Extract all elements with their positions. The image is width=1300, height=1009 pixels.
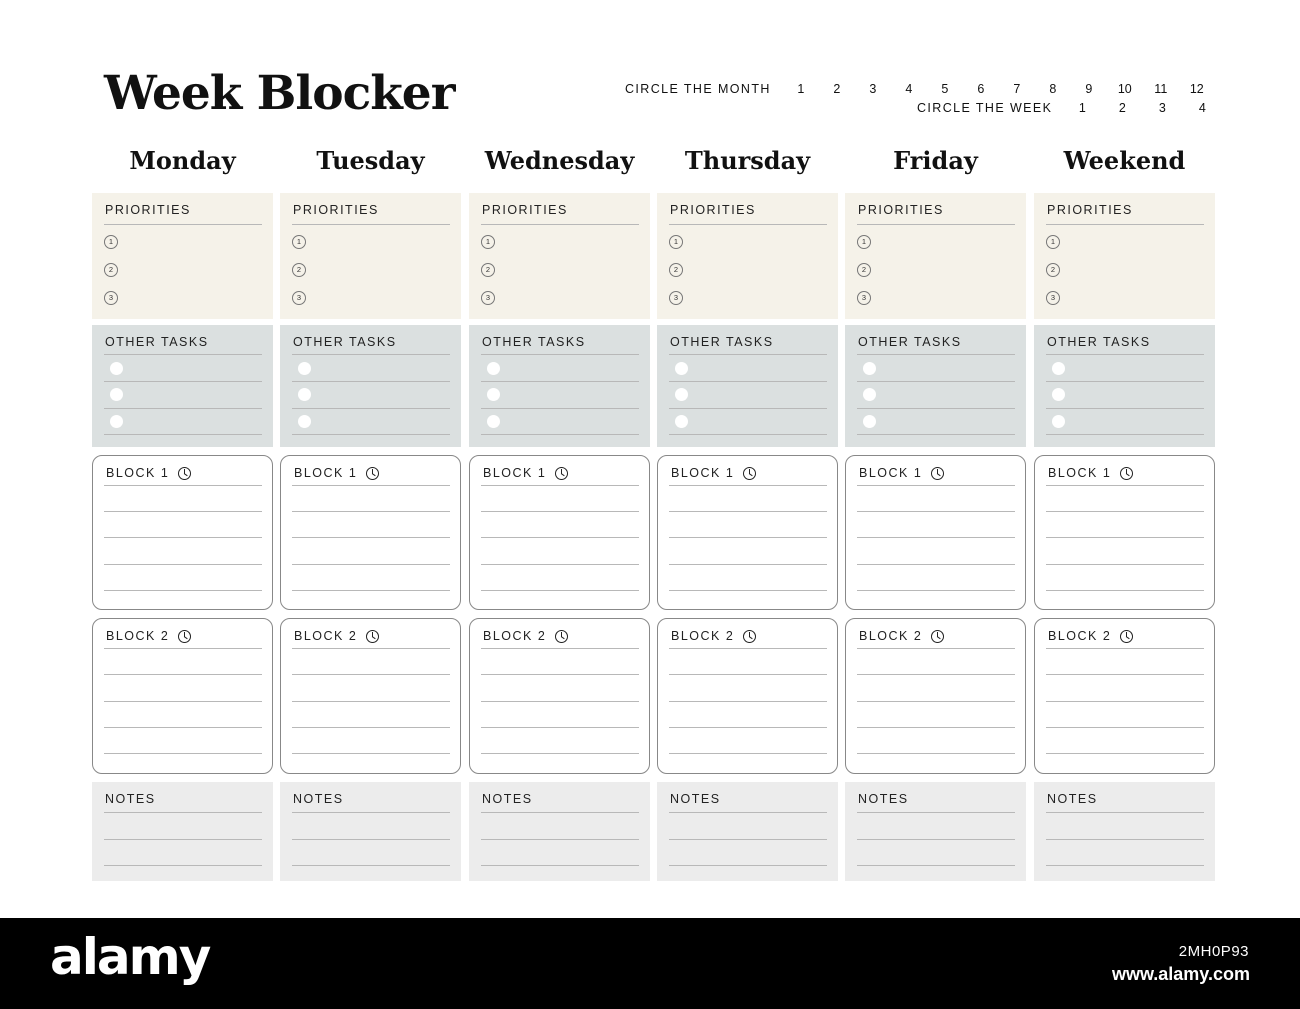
week-numbers	[1062, 101, 1222, 115]
writing-line[interactable]	[1046, 839, 1204, 840]
day-name: Tuesday	[316, 146, 425, 175]
divider	[1046, 354, 1204, 355]
priority-number: 1	[292, 235, 306, 249]
site-url: www.alamy.com	[1111, 964, 1250, 984]
writing-line[interactable]	[481, 511, 639, 512]
priority-number: 3	[857, 291, 871, 305]
priorities-box	[92, 193, 273, 319]
block-1-heading	[671, 466, 756, 480]
circle-month-label: CIRCLE THE MONTH	[625, 82, 771, 96]
divider	[857, 354, 1015, 355]
priorities-box	[657, 193, 838, 319]
writing-line[interactable]	[669, 727, 827, 728]
priority-number: 3	[1046, 291, 1060, 305]
month-number[interactable]: 6	[977, 82, 985, 96]
writing-line[interactable]	[669, 537, 827, 538]
notes-heading: NOTES	[482, 792, 533, 806]
month-numbers	[783, 82, 1215, 96]
divider	[292, 434, 450, 435]
priority-number: 3	[669, 291, 683, 305]
block-2-heading	[671, 629, 756, 643]
day-column	[657, 144, 838, 884]
block-2-box	[469, 618, 650, 774]
block-2-label: BLOCK 2	[671, 629, 735, 643]
block-2-box	[657, 618, 838, 774]
divider	[481, 354, 639, 355]
writing-line[interactable]	[669, 865, 827, 866]
block-2-box	[280, 618, 461, 774]
writing-line[interactable]	[669, 511, 827, 512]
block-2-label: BLOCK 2	[106, 629, 170, 643]
divider	[104, 224, 262, 225]
day-column	[469, 144, 650, 884]
writing-line[interactable]	[292, 485, 450, 486]
month-number[interactable]: 7	[1013, 82, 1021, 96]
writing-line[interactable]	[104, 701, 262, 702]
block-2-box	[1034, 618, 1215, 774]
month-number[interactable]: 9	[1085, 82, 1093, 96]
writing-line[interactable]	[857, 590, 1015, 591]
writing-line[interactable]	[481, 701, 639, 702]
writing-line[interactable]	[1046, 564, 1204, 565]
writing-line[interactable]	[1046, 727, 1204, 728]
priority-number: 1	[857, 235, 871, 249]
priorities-box	[280, 193, 461, 319]
writing-line[interactable]	[481, 485, 639, 486]
writing-line[interactable]	[104, 648, 262, 649]
clock-icon	[931, 467, 944, 480]
brand-logo: alamy	[50, 928, 210, 986]
block-1-heading	[483, 466, 568, 480]
circle-the-week	[917, 101, 1222, 115]
writing-line[interactable]	[857, 865, 1015, 866]
notes-box	[845, 782, 1026, 881]
writing-line[interactable]	[1046, 865, 1204, 866]
clock-icon	[931, 630, 944, 643]
clock-icon	[555, 467, 568, 480]
divider	[481, 381, 639, 382]
clock-icon	[366, 467, 379, 480]
task-bullet[interactable]	[675, 415, 688, 428]
block-2-label: BLOCK 2	[483, 629, 547, 643]
divider	[104, 408, 262, 409]
day-name: Weekend	[1063, 146, 1186, 175]
writing-line[interactable]	[292, 590, 450, 591]
writing-line[interactable]	[857, 727, 1015, 728]
writing-line[interactable]	[104, 511, 262, 512]
divider	[857, 381, 1015, 382]
page-title: Week Blocker	[104, 66, 455, 121]
block-2-label: BLOCK 2	[1048, 629, 1112, 643]
block-1-label: BLOCK 1	[483, 466, 547, 480]
notes-heading: NOTES	[105, 792, 156, 806]
writing-line[interactable]	[481, 727, 639, 728]
writing-line[interactable]	[481, 590, 639, 591]
priority-number: 2	[292, 263, 306, 277]
writing-line[interactable]	[292, 537, 450, 538]
day-column	[845, 144, 1026, 884]
writing-line[interactable]	[292, 701, 450, 702]
writing-line[interactable]	[857, 812, 1015, 813]
block-1-box	[845, 455, 1026, 610]
priority-number: 1	[481, 235, 495, 249]
divider	[669, 354, 827, 355]
writing-line[interactable]	[104, 590, 262, 591]
day-name: Thursday	[684, 146, 811, 175]
day-column	[92, 144, 273, 884]
priority-number: 2	[481, 263, 495, 277]
block-1-label: BLOCK 1	[859, 466, 923, 480]
writing-line[interactable]	[104, 753, 262, 754]
writing-line[interactable]	[1046, 812, 1204, 813]
task-bullet[interactable]	[110, 415, 123, 428]
task-bullet[interactable]	[1052, 388, 1065, 401]
priorities-heading: PRIORITIES	[105, 203, 191, 217]
writing-line[interactable]	[857, 839, 1015, 840]
writing-line[interactable]	[104, 727, 262, 728]
writing-line[interactable]	[1046, 590, 1204, 591]
writing-line[interactable]	[1046, 674, 1204, 675]
block-1-label: BLOCK 1	[1048, 466, 1112, 480]
block-2-heading	[483, 629, 568, 643]
watermark-footer	[0, 918, 1300, 1009]
divider	[292, 354, 450, 355]
other-tasks-heading: OTHER TASKS	[482, 335, 586, 349]
writing-line[interactable]	[669, 839, 827, 840]
block-2-heading	[106, 629, 191, 643]
block-1-label: BLOCK 1	[106, 466, 170, 480]
week-number[interactable]: 4	[1198, 101, 1206, 115]
block-1-box	[92, 455, 273, 610]
writing-line[interactable]	[1046, 485, 1204, 486]
writing-line[interactable]	[292, 727, 450, 728]
day-column	[280, 144, 461, 884]
task-bullet[interactable]	[1052, 415, 1065, 428]
task-bullet[interactable]	[487, 362, 500, 375]
task-bullet[interactable]	[1052, 362, 1065, 375]
day-column	[1034, 144, 1215, 884]
month-number[interactable]: 8	[1049, 82, 1057, 96]
circle-the-month	[625, 82, 1215, 96]
writing-line[interactable]	[1046, 511, 1204, 512]
block-1-box	[1034, 455, 1215, 610]
block-2-label: BLOCK 2	[294, 629, 358, 643]
priority-number: 1	[104, 235, 118, 249]
task-bullet[interactable]	[487, 388, 500, 401]
week-number[interactable]: 2	[1118, 101, 1126, 115]
writing-line[interactable]	[1046, 753, 1204, 754]
clock-icon	[555, 630, 568, 643]
notes-heading: NOTES	[1047, 792, 1098, 806]
block-2-heading	[859, 629, 944, 643]
other-tasks-box	[657, 325, 838, 447]
writing-line[interactable]	[1046, 701, 1204, 702]
block-1-box	[657, 455, 838, 610]
other-tasks-box	[845, 325, 1026, 447]
task-bullet[interactable]	[863, 415, 876, 428]
writing-line[interactable]	[104, 674, 262, 675]
writing-line[interactable]	[292, 812, 450, 813]
writing-line[interactable]	[104, 564, 262, 565]
writing-line[interactable]	[669, 812, 827, 813]
week-number[interactable]: 1	[1078, 101, 1086, 115]
priorities-box	[845, 193, 1026, 319]
writing-line[interactable]	[292, 839, 450, 840]
notes-heading: NOTES	[670, 792, 721, 806]
notes-box	[657, 782, 838, 881]
writing-line[interactable]	[292, 674, 450, 675]
writing-line[interactable]	[104, 537, 262, 538]
other-tasks-box	[280, 325, 461, 447]
clock-icon	[178, 467, 191, 480]
divider	[669, 434, 827, 435]
writing-line[interactable]	[292, 865, 450, 866]
priority-number: 2	[1046, 263, 1060, 277]
notes-box	[1034, 782, 1215, 881]
divider	[669, 224, 827, 225]
other-tasks-heading: OTHER TASKS	[1047, 335, 1151, 349]
writing-line[interactable]	[857, 511, 1015, 512]
clock-icon	[743, 467, 756, 480]
task-bullet[interactable]	[863, 388, 876, 401]
divider	[857, 224, 1015, 225]
block-2-label: BLOCK 2	[859, 629, 923, 643]
writing-line[interactable]	[104, 485, 262, 486]
block-1-heading	[106, 466, 191, 480]
priorities-heading: PRIORITIES	[1047, 203, 1133, 217]
month-number[interactable]: 3	[869, 82, 877, 96]
task-bullet[interactable]	[298, 362, 311, 375]
writing-line[interactable]	[1046, 648, 1204, 649]
block-1-heading	[294, 466, 379, 480]
writing-line[interactable]	[857, 485, 1015, 486]
priorities-heading: PRIORITIES	[482, 203, 568, 217]
month-number[interactable]: 1	[797, 82, 805, 96]
task-bullet[interactable]	[298, 388, 311, 401]
clock-icon	[178, 630, 191, 643]
notes-heading: NOTES	[858, 792, 909, 806]
circle-week-label: CIRCLE THE WEEK	[917, 101, 1053, 115]
notes-box	[280, 782, 461, 881]
block-1-box	[280, 455, 461, 610]
task-bullet[interactable]	[675, 362, 688, 375]
clock-icon	[366, 630, 379, 643]
writing-line[interactable]	[669, 590, 827, 591]
priorities-heading: PRIORITIES	[858, 203, 944, 217]
writing-line[interactable]	[104, 865, 262, 866]
priority-number: 1	[1046, 235, 1060, 249]
task-bullet[interactable]	[110, 362, 123, 375]
clock-icon	[743, 630, 756, 643]
writing-line[interactable]	[292, 753, 450, 754]
divider	[481, 434, 639, 435]
block-1-heading	[1048, 466, 1133, 480]
task-bullet[interactable]	[863, 362, 876, 375]
task-bullet[interactable]	[110, 388, 123, 401]
month-number[interactable]: 11	[1154, 82, 1168, 96]
clock-icon	[1120, 467, 1133, 480]
block-2-heading	[294, 629, 379, 643]
divider	[481, 224, 639, 225]
priority-number: 3	[481, 291, 495, 305]
priority-number: 3	[104, 291, 118, 305]
writing-line[interactable]	[481, 648, 639, 649]
divider	[669, 381, 827, 382]
writing-line[interactable]	[481, 839, 639, 840]
month-number[interactable]: 5	[941, 82, 949, 96]
divider	[292, 408, 450, 409]
task-bullet[interactable]	[675, 388, 688, 401]
divider	[1046, 381, 1204, 382]
writing-line[interactable]	[292, 511, 450, 512]
priority-number: 2	[857, 263, 871, 277]
writing-line[interactable]	[481, 674, 639, 675]
block-2-heading	[1048, 629, 1133, 643]
priorities-box	[1034, 193, 1215, 319]
block-2-box	[92, 618, 273, 774]
writing-line[interactable]	[104, 812, 262, 813]
task-bullet[interactable]	[298, 415, 311, 428]
month-number[interactable]: 12	[1189, 82, 1204, 96]
other-tasks-box	[1034, 325, 1215, 447]
writing-line[interactable]	[857, 753, 1015, 754]
month-number[interactable]: 4	[905, 82, 913, 96]
divider	[1046, 224, 1204, 225]
other-tasks-box	[92, 325, 273, 447]
block-1-label: BLOCK 1	[294, 466, 358, 480]
priority-number: 2	[104, 263, 118, 277]
writing-line[interactable]	[669, 674, 827, 675]
divider	[104, 381, 262, 382]
divider	[1046, 434, 1204, 435]
writing-line[interactable]	[1046, 537, 1204, 538]
writing-line[interactable]	[669, 648, 827, 649]
writing-line[interactable]	[857, 701, 1015, 702]
block-1-label: BLOCK 1	[671, 466, 735, 480]
week-number[interactable]: 3	[1158, 101, 1166, 115]
writing-line[interactable]	[669, 564, 827, 565]
priority-number: 3	[292, 291, 306, 305]
clock-icon	[1120, 630, 1133, 643]
priority-number: 2	[669, 263, 683, 277]
notes-box	[92, 782, 273, 881]
other-tasks-box	[469, 325, 650, 447]
writing-line[interactable]	[481, 753, 639, 754]
writing-line[interactable]	[481, 812, 639, 813]
day-name: Monday	[129, 146, 236, 175]
divider	[104, 354, 262, 355]
other-tasks-heading: OTHER TASKS	[105, 335, 209, 349]
writing-line[interactable]	[104, 839, 262, 840]
writing-line[interactable]	[857, 648, 1015, 649]
writing-line[interactable]	[857, 564, 1015, 565]
task-bullet[interactable]	[487, 415, 500, 428]
month-number[interactable]: 10	[1117, 82, 1132, 96]
day-name: Friday	[893, 146, 978, 175]
writing-line[interactable]	[481, 537, 639, 538]
divider	[292, 381, 450, 382]
month-number[interactable]: 2	[833, 82, 841, 96]
divider	[481, 408, 639, 409]
writing-line[interactable]	[481, 564, 639, 565]
divider	[857, 434, 1015, 435]
other-tasks-heading: OTHER TASKS	[293, 335, 397, 349]
day-columns	[92, 144, 1216, 884]
divider	[104, 434, 262, 435]
notes-box	[469, 782, 650, 881]
writing-line[interactable]	[857, 674, 1015, 675]
block-2-box	[845, 618, 1026, 774]
block-1-heading	[859, 466, 944, 480]
notes-heading: NOTES	[293, 792, 344, 806]
divider	[1046, 408, 1204, 409]
other-tasks-heading: OTHER TASKS	[858, 335, 962, 349]
priorities-heading: PRIORITIES	[293, 203, 379, 217]
writing-line[interactable]	[857, 537, 1015, 538]
day-name: Wednesday	[484, 146, 635, 175]
divider	[857, 408, 1015, 409]
divider	[669, 408, 827, 409]
writing-line[interactable]	[292, 564, 450, 565]
writing-line[interactable]	[669, 701, 827, 702]
priorities-box	[469, 193, 650, 319]
writing-line[interactable]	[481, 865, 639, 866]
divider	[292, 224, 450, 225]
writing-line[interactable]	[669, 753, 827, 754]
block-1-box	[469, 455, 650, 610]
writing-line[interactable]	[669, 485, 827, 486]
writing-line[interactable]	[292, 648, 450, 649]
other-tasks-heading: OTHER TASKS	[670, 335, 774, 349]
priorities-heading: PRIORITIES	[670, 203, 756, 217]
image-id: 2MH0P93	[1178, 943, 1249, 960]
priority-number: 1	[669, 235, 683, 249]
